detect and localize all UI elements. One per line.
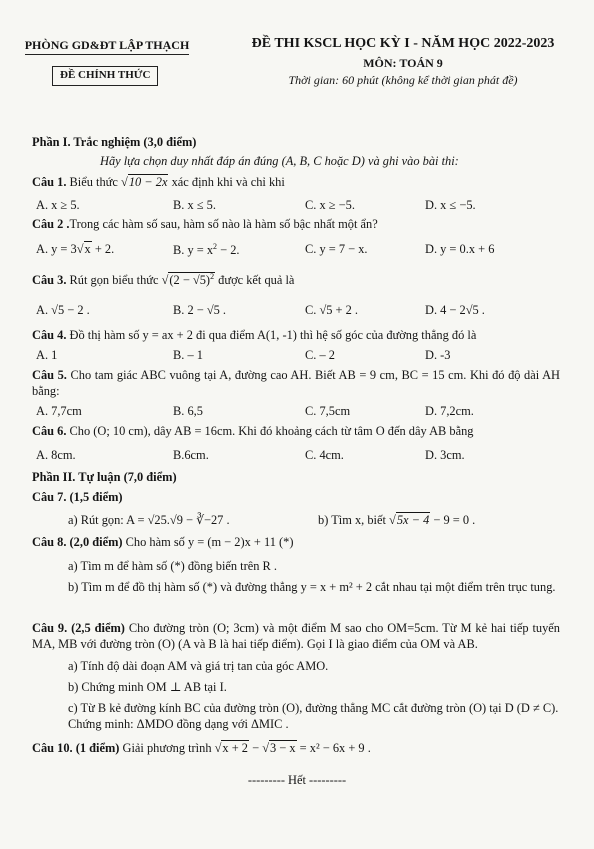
q2-text: Trong các hàm số sau, hàm số nào là hàm số bậc nhất một ẩn? <box>69 217 378 231</box>
q5-option-d: D. 7,2cm. <box>425 404 474 418</box>
q5-option-c: C. 7,5cm <box>305 404 351 418</box>
q3-radicand: $(2 - √5)^2$ <box>169 272 215 288</box>
q1-option-b: B. x ≤ 5. <box>173 198 216 212</box>
question-3: Câu 3. Rút gọn biểu thức $√(2 - √5)^2$ được kết quả là <box>32 272 295 288</box>
q1-option-d: D. x ≤ −5. <box>425 198 476 212</box>
q6-label: Câu 6. <box>32 424 67 438</box>
question-8 <box>32 535 293 551</box>
q4-option-a: A. 1 <box>36 348 58 362</box>
q5-option-b: B. 6,5 <box>173 404 203 418</box>
q10-label: Câu 10. (1 điểm) <box>32 741 120 755</box>
question-2 <box>32 217 378 233</box>
exam-subject: MÔN: TOÁN 9 <box>363 55 443 70</box>
q4-label: Câu 4. <box>32 328 67 342</box>
q7-part-a: a) Rút gọn: A = √25.√9 − ∛−27 . <box>68 513 230 527</box>
q2-option-b: B. $y = x^2 - 2$. <box>173 242 240 258</box>
exam-header <box>228 35 578 88</box>
q8-part-b: b) Tìm m để đồ thị hàm số (*) và đường thẳng y = x + m² + 2 cắt nhau tại một điểm trên trục tung. <box>68 580 556 594</box>
q2-option-a: A. y = 3√x + 2. <box>36 242 115 256</box>
part1-instruction: Hãy lựa chọn duy nhất đáp án đúng (A, B, C hoặc D) và ghi vào bài thi: <box>100 154 459 168</box>
q2-option-c: C. y = 7 − x. <box>305 242 368 256</box>
q4-text: Đồ thị hàm số y = ax + 2 đi qua điểm A(1, -1) thì hệ số góc của đường thẳng đó là <box>69 328 477 342</box>
q3-label: Câu 3. <box>32 273 67 288</box>
question-10: Câu 10. (1 điểm) Giải phương trình √x + 2 − √3 − x = x² − 6x + 9 . <box>32 741 371 755</box>
q2-label: Câu 2 . <box>32 217 70 231</box>
q3-option-b: B. 2 − √5 . <box>173 303 227 317</box>
q6-option-b: B.6cm. <box>173 448 209 462</box>
q1-option-c: C. x ≥ −5. <box>305 198 355 212</box>
question-5 <box>32 368 560 399</box>
exam-time: Thời gian: 60 phút (không kể thời gian phát đề) <box>288 72 518 87</box>
q8-label: Câu 8. (2,0 điểm) <box>32 535 123 549</box>
exam-title: ĐỀ THI KSCL HỌC KỲ I - NĂM HỌC 2022-2023 <box>251 36 555 51</box>
q3-text-pre: Rút gọn biểu thức <box>69 273 159 288</box>
department-name: PHÒNG GD&ĐT LẬP THẠCH <box>25 38 190 55</box>
q1-text-post: xác định khi và chỉ khi <box>171 175 285 189</box>
q3-option-c: C. √5 + 2 . <box>305 303 359 317</box>
q6-option-a: A. 8cm. <box>36 448 76 462</box>
q8-text: Cho hàm số y = (m − 2)x + 11 (*) <box>125 535 294 549</box>
q3-option-d: D. 4 − 2√5 . <box>425 303 485 317</box>
q9-text: Cho đường tròn (O; 3cm) và một điểm M sao cho OM=5cm. Từ M kẻ hai tiếp tuyến MA, MB với đường tròn (O) (A và B là hai tiếp điểm). Gọi I là giao điểm của OM và AB. <box>32 621 560 651</box>
q10-text-pre: Giải phương trình <box>122 741 212 755</box>
q3-option-a: A. √5 − 2 . <box>36 303 90 317</box>
q8-part-a: a) Tìm m để hàm số (*) đồng biến trên R . <box>68 559 277 573</box>
q4-option-d: D. -3 <box>425 348 451 362</box>
q1-option-a: A. x ≥ 5. <box>36 198 80 212</box>
department-header <box>22 38 192 55</box>
question-6 <box>32 424 474 440</box>
q6-option-c: C. 4cm. <box>305 448 344 462</box>
part1-title: Phần I. Trắc nghiệm (3,0 điểm) <box>32 135 197 149</box>
q5-option-a: A. 7,7cm <box>36 404 82 418</box>
q1-text-pre: Biểu thức <box>69 175 118 189</box>
q1-label: Câu 1. <box>32 175 67 189</box>
q9-label: Câu 9. (2,5 điểm) <box>32 621 125 635</box>
q6-option-d: D. 3cm. <box>425 448 465 462</box>
q7-part-b: b) Tìm x, biết √5x − 4 − 9 = 0 . <box>318 513 476 527</box>
q4-option-c: C. – 2 <box>305 348 335 362</box>
question-1: Câu 1. Biểu thức √10 − 2x xác định khi và chỉ khi <box>32 175 285 189</box>
q5-label: Câu 5. <box>32 368 67 382</box>
official-label: ĐỀ CHÍNH THỨC <box>52 66 158 86</box>
q1-radicand: 10 − 2x <box>128 175 168 189</box>
question-4 <box>32 328 476 344</box>
end-marker: --------- Hết --------- <box>247 773 347 787</box>
q7-label: Câu 7. (1,5 điểm) <box>32 490 123 504</box>
q9-part-b: b) Chứng minh OM ⊥ AB tại I. <box>68 680 227 694</box>
q9-part-a: a) Tính độ dài đoạn AM và giá trị tan của góc AMO. <box>68 659 329 673</box>
q9-part-c: c) Từ B kẻ đường kính BC của đường tròn (O), đường thẳng MC cắt đường tròn (O) tại D (D ≠ C). Chứng minh: ΔMDO đồng dạng với ΔMIC . <box>68 701 559 731</box>
q2-option-d: D. y = 0.x + 6 <box>425 242 495 256</box>
q4-option-b: B. – 1 <box>173 348 203 362</box>
part2-title: Phần II. Tự luận (7,0 điểm) <box>32 470 177 484</box>
q3-text-post: được kết quả là <box>218 273 295 288</box>
q5-text: Cho tam giác ABC vuông tại A, đường cao AH. Biết AB = 9 cm, BC = 15 cm. Khi đó độ dài AH bằng: <box>32 368 560 398</box>
question-9 <box>32 621 560 652</box>
q6-text: Cho (O; 10 cm), dây AB = 16cm. Khi đó khoảng cách từ tâm O đến dây AB bằng <box>69 424 474 438</box>
